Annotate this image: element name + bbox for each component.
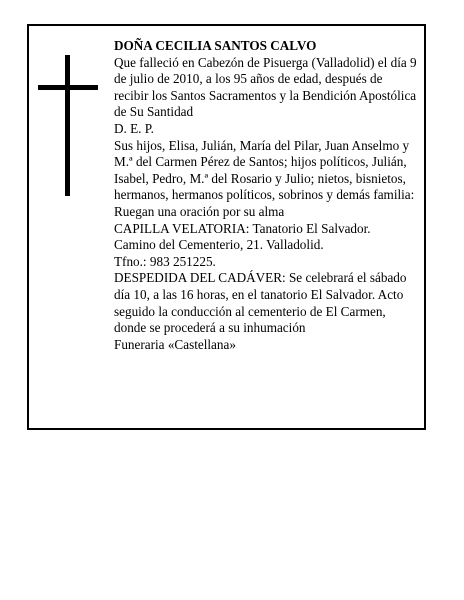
chapel-info: CAPILLA VELATORIA: Tanatorio El Salvador. [114,220,371,236]
cross-icon [38,55,98,196]
notice-body [114,38,420,353]
prayer-request: Ruegan una oración por su alma [114,203,285,219]
family-list: Sus hijos, Elisa, Julián, María del Pilar, Juan Anselmo y M.ª del Carmen Pérez de Santos; hijos políticos, Julián, Isabel, Pedro, M.ª del Rosario y Julio; nietos, bisnietos, hermanos, hermanos políticos, sobrinos y demás familia: [114,137,415,203]
chapel-address: Camino del Cementerio, 21. Valladolid. [114,237,324,253]
cross-horizontal-bar [38,85,98,90]
farewell-info: DESPEDIDA DEL CADÁVER: Se celebrará el sábado día 10, a las 16 horas, en el tanatorio El Salvador. Acto seguido la conducción al cementerio de El Carmen, donde se procederá a su inhumación [114,270,407,336]
cross-vertical-bar [65,55,70,196]
dep-line: D. E. P. [114,120,154,136]
death-info: Que falleció en Cabezón de Pisuerga (Valladolid) el día 9 de julio de 2010, a los 95 años de edad, después de recibir los Santos Sacramentos y la Bendición Apostólica de Su Santidad [114,54,417,120]
deceased-name: DOÑA CECILIA SANTOS CALVO [114,38,317,53]
chapel-phone: Tfno.: 983 251225. [114,253,216,269]
funeral-home: Funeraria «Castellana» [114,336,236,352]
